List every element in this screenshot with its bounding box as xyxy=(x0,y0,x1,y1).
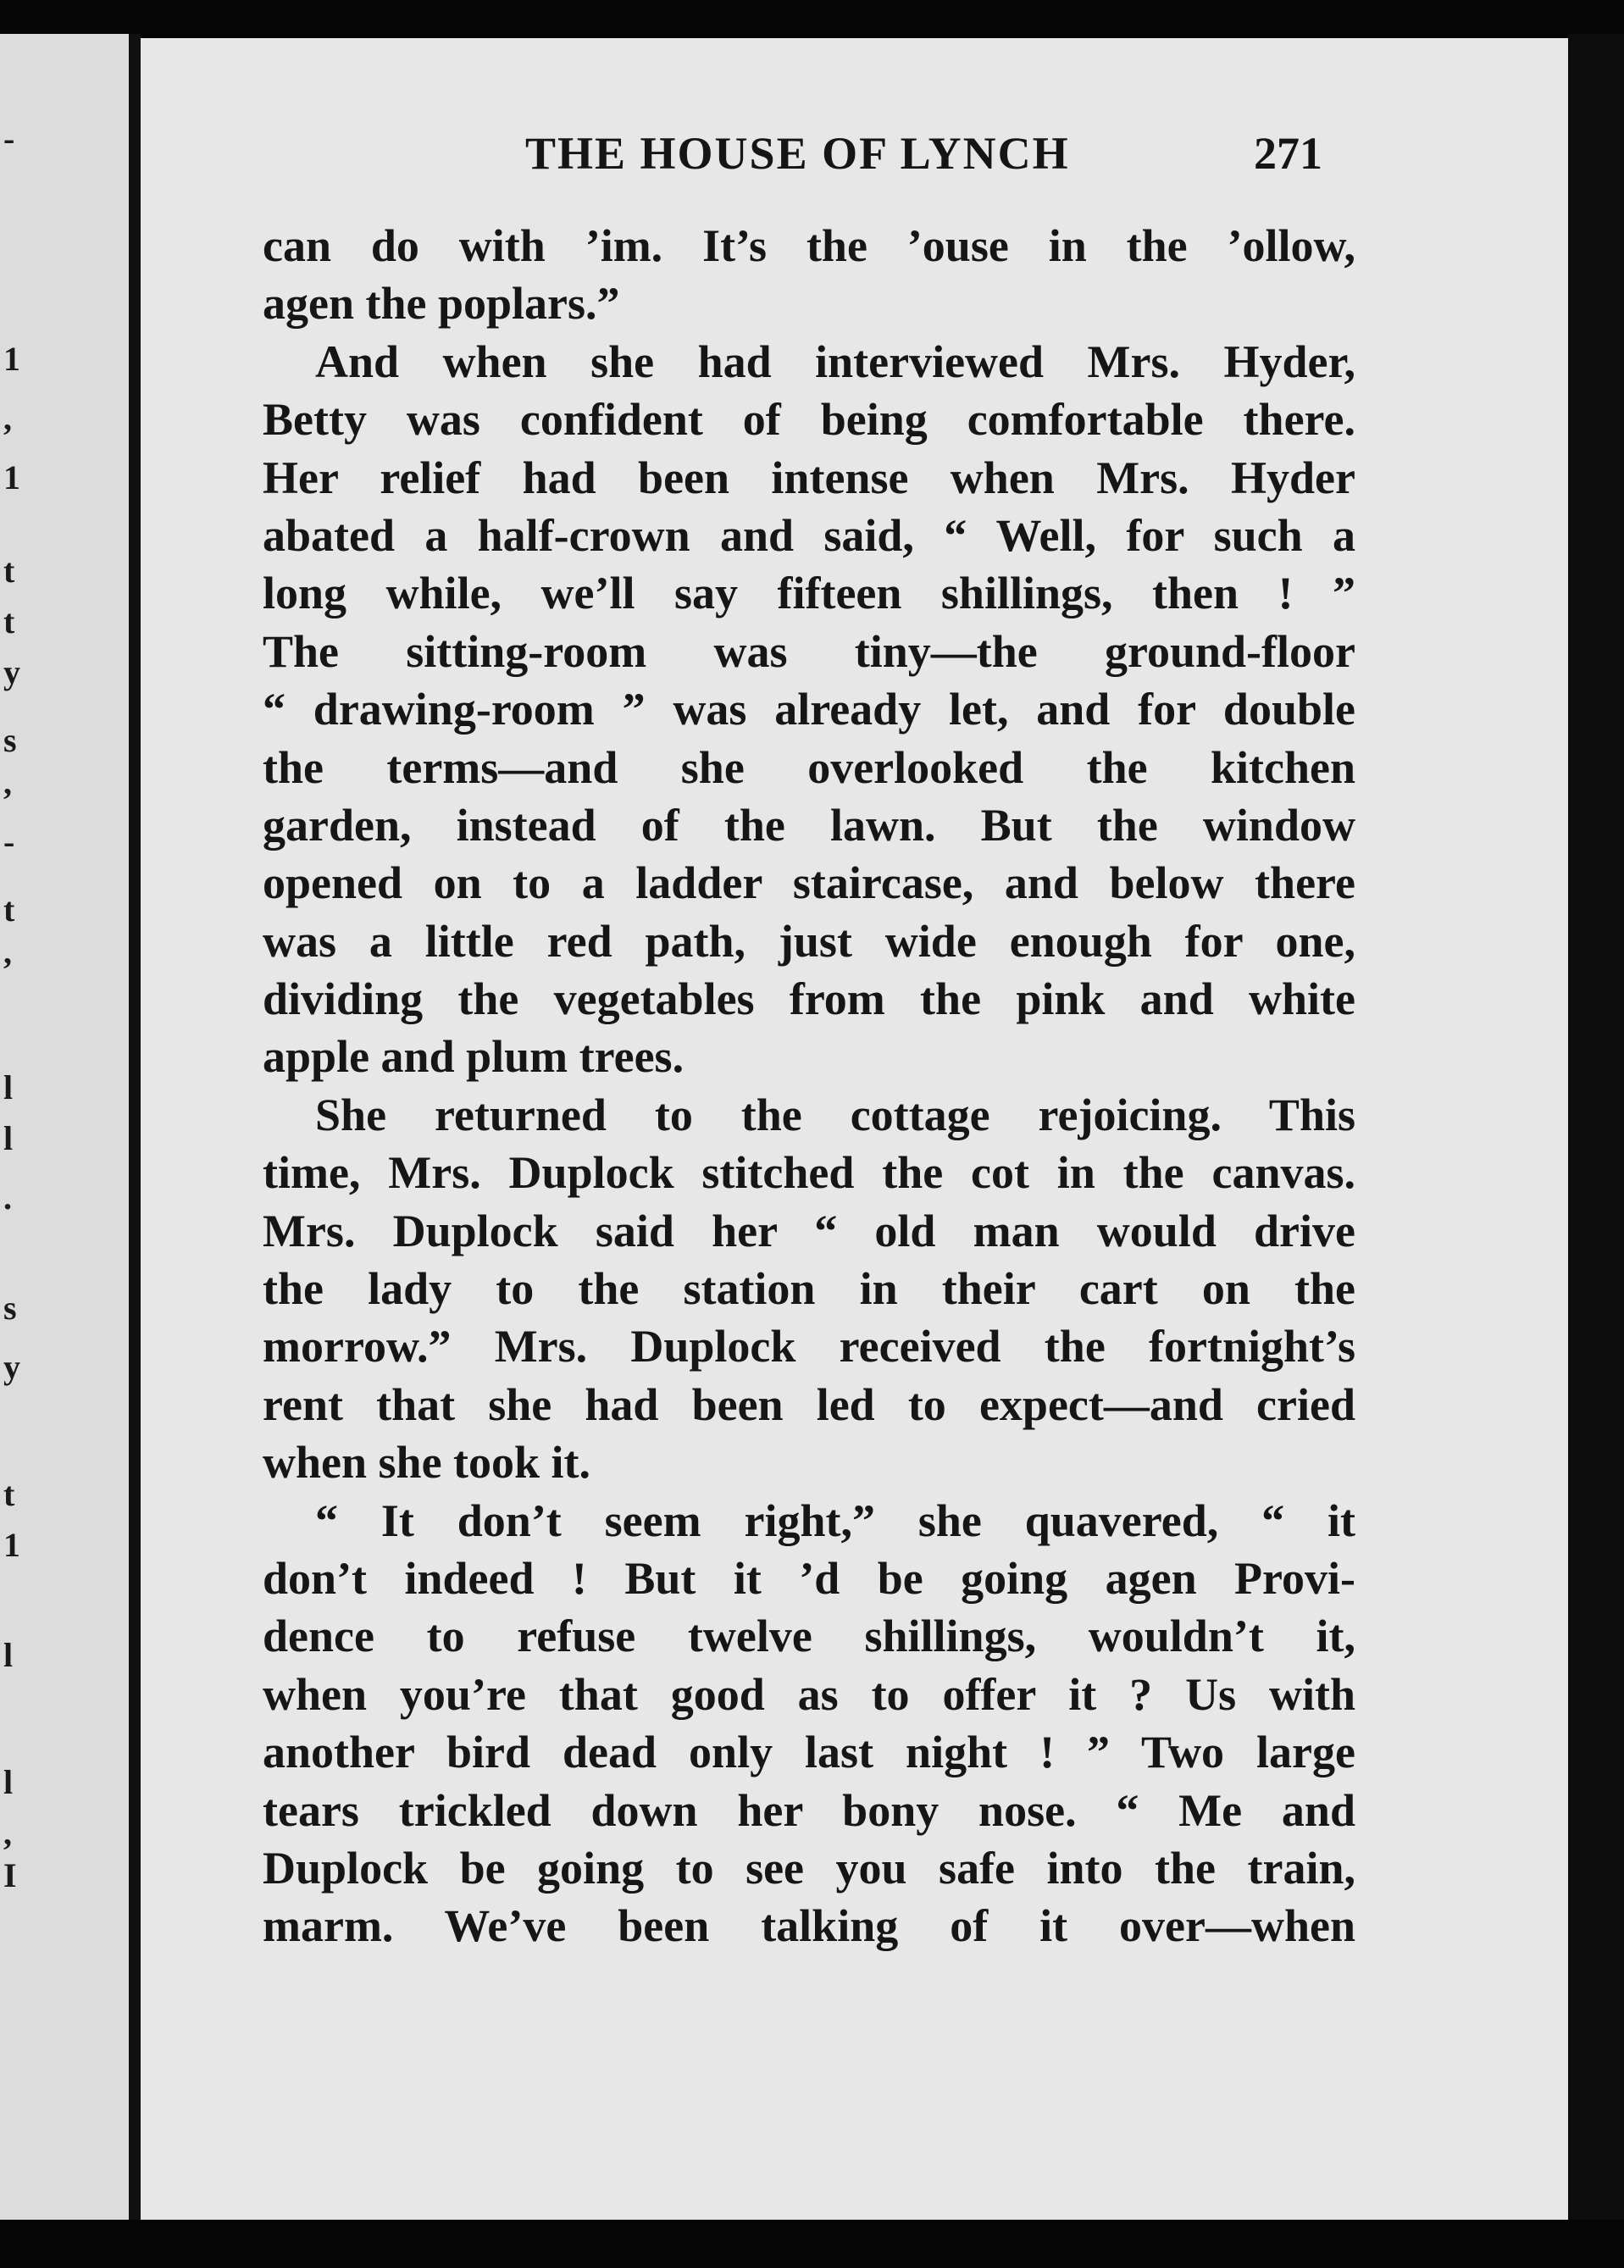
facing-page-char: y xyxy=(3,1348,20,1386)
facing-page-char: I xyxy=(3,1856,17,1894)
text-line: opened on to a ladder staircase, and below there xyxy=(263,857,1355,909)
facing-page-char: . xyxy=(3,1178,12,1217)
facing-page-char: t xyxy=(3,602,15,640)
text-line: dence to refuse twelve shillings, wouldn’t it, xyxy=(263,1611,1355,1662)
text-line: long while, we’ll say fifteen shillings, then ! ” xyxy=(263,568,1355,619)
text-line: She returned to the cottage rejoicing. This xyxy=(315,1089,1355,1140)
body-text xyxy=(263,217,1355,1955)
facing-page-char: - xyxy=(3,119,15,158)
text-line: garden, instead of the lawn. But the window xyxy=(263,799,1355,851)
scan-bottom-border xyxy=(0,2220,1624,2268)
text-line: the lady to the station in their cart on the xyxy=(263,1263,1355,1315)
text-line: morrow.” Mrs. Duplock received the fortnight’s xyxy=(263,1321,1355,1372)
facing-page-char: - xyxy=(3,823,15,861)
facing-page-char: l xyxy=(3,1636,14,1674)
facing-page-char: , xyxy=(3,1814,12,1852)
text-line: Duplock be going to see you safe into the train, xyxy=(263,1842,1355,1894)
facing-page-char: l xyxy=(3,1068,14,1106)
scan-right-border xyxy=(1568,34,1624,2268)
facing-page-char: t xyxy=(3,552,15,590)
text-line: another bird dead only last night ! ” Two large xyxy=(263,1727,1355,1778)
facing-page-char: y xyxy=(3,653,20,691)
text-line: Mrs. Duplock said her “ old man would drive xyxy=(263,1205,1355,1256)
text-line: Her relief had been intense when Mrs. Hyder xyxy=(263,452,1355,503)
facing-page-char: t xyxy=(3,1475,15,1513)
text-line: can do with ’im. It’s the ’ouse in the ’ollow, xyxy=(263,220,1355,271)
facing-page-edge xyxy=(0,34,140,2228)
page-number: 271 xyxy=(1254,128,1322,179)
text-line: was a little red path, just wide enough for one, xyxy=(263,915,1355,967)
facing-page-char: s xyxy=(3,1289,17,1327)
book-gutter xyxy=(129,34,141,2237)
text-line: the terms—and she overlooked the kitchen xyxy=(263,741,1355,793)
text-line: And when she had interviewed Mrs. Hyder, xyxy=(315,335,1355,387)
facing-page-char: 1 xyxy=(3,458,20,496)
running-head: THE HOUSE OF LYNCH xyxy=(525,128,1070,179)
text-line: Betty was confident of being comfortable there. xyxy=(263,394,1355,446)
text-line: “ It don’t seem right,” she quavered, “ it xyxy=(315,1494,1355,1546)
facing-page-char: l xyxy=(3,1763,14,1801)
facing-page-char: 1 xyxy=(3,340,20,378)
text-line: when you’re that good as to offer it ? Us with xyxy=(263,1668,1355,1720)
facing-page-char: , xyxy=(3,763,12,801)
text-line: don’t indeed ! But it ’d be going agen Provi- xyxy=(263,1552,1355,1604)
text-line: agen the poplars.” xyxy=(263,278,620,330)
text-line: apple and plum trees. xyxy=(263,1031,685,1083)
text-line: marm. We’ve been talking of it over—when xyxy=(263,1900,1355,1952)
facing-page-char: 1 xyxy=(3,1526,20,1564)
text-line: when she took it. xyxy=(263,1437,591,1489)
facing-page-char: , xyxy=(3,399,12,437)
text-line: The sitting-room was tiny—the ground-floor xyxy=(263,625,1355,677)
text-line: rent that she had been led to expect—and cried xyxy=(263,1378,1355,1430)
text-line: time, Mrs. Duplock stitched the cot in the canvas. xyxy=(263,1147,1355,1199)
text-line: tears trickled down her bony nose. “ Me and xyxy=(263,1784,1355,1836)
facing-page-char: , xyxy=(3,933,12,971)
text-line: “ drawing-room ” was already let, and for double xyxy=(263,684,1355,735)
text-line: dividing the vegetables from the pink and white xyxy=(263,973,1355,1025)
facing-page-char: t xyxy=(3,890,15,929)
facing-page-char: s xyxy=(3,721,17,759)
text-line: abated a half-crown and said, “ Well, for such a xyxy=(263,509,1355,561)
facing-page-char: l xyxy=(3,1119,14,1157)
